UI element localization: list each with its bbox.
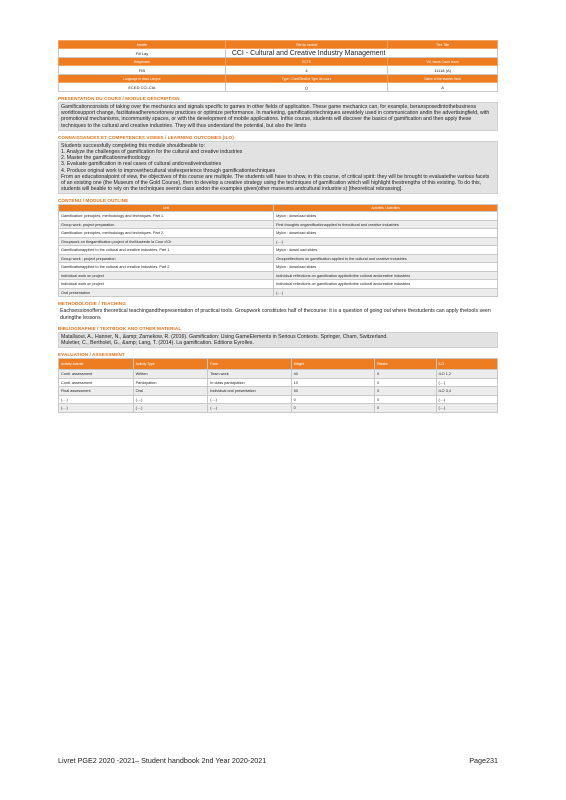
ilo-line: 4. Produce original work to improvethecultural visitexperience through gamificationtechniques [61, 167, 276, 174]
table-cell: 0 [375, 378, 436, 387]
table-cell: Gamification: principles, methodology and techniques. Part 2. [59, 229, 274, 238]
table-cell: ILO 1,2 [436, 370, 497, 379]
table-cell: (....) [436, 404, 497, 413]
table-cell: Individual reflections on gamification appliedtothe cultural andcreative industries [274, 271, 498, 280]
header-value: Fill Lay [59, 49, 226, 58]
column-header: Form [208, 359, 291, 370]
header-label: Vol. hours Cours hours [388, 58, 498, 66]
header-value: ECED CCI-CIA [59, 83, 226, 92]
section-heading-outline: CONTENU / MODULE OUTLINE [58, 198, 129, 204]
table-cell: Gamificationapplied to the cultural and creative industries. Part 2 [59, 263, 274, 272]
ilo-text [58, 141, 498, 195]
header-label: Titre Title [388, 41, 498, 49]
table-row [59, 246, 498, 255]
hours-value: 11118 (A) [388, 66, 498, 75]
table-cell: Conti. assessment [59, 378, 134, 387]
header-label: Name of the teacher Nom [388, 75, 498, 83]
column-header: Unit [59, 205, 274, 212]
handbook-page [58, 40, 498, 413]
table-cell: 40 [291, 370, 374, 379]
table-row [59, 254, 498, 263]
table-row [59, 263, 498, 272]
ilo-line: 1. Analyze the challenges of gamification for the cultural and creative industries [61, 149, 243, 156]
table-cell: Mylcn : downl oad slides [274, 246, 498, 255]
table-cell: 50 [291, 387, 374, 396]
table-cell: (....) [133, 404, 208, 413]
table-cell: 0 [291, 404, 374, 413]
ilo-line: Students successfully completing this module shouldbeable to: [61, 142, 205, 149]
table-cell: Final assessment [59, 387, 134, 396]
table-row [59, 370, 498, 379]
table-row [59, 378, 498, 387]
presentation-text [58, 102, 498, 131]
header-label: ECTS [225, 58, 387, 66]
header-label: Responses [59, 58, 226, 66]
table-cell: Oral [133, 387, 208, 396]
table-row [59, 395, 498, 404]
table-cell: Mylcn : download slides [274, 212, 498, 221]
table-cell: Mylcn : download slides [274, 229, 498, 238]
footer-page-number: Page231 [469, 756, 498, 765]
section-heading-bibliography: BIBLIOGRAPHIE / TEXTBOOK AND OTHER MATERIAL [58, 325, 182, 331]
header-value: A [388, 83, 498, 92]
table-row [59, 280, 498, 289]
header-label: Inscrite [59, 41, 226, 49]
table-row [59, 404, 498, 413]
table-row [59, 271, 498, 280]
table-cell: (....) [208, 395, 291, 404]
table-cell: 0 [375, 370, 436, 379]
table-cell: Individual work on project [59, 271, 274, 280]
table-cell: Conti. assessment [59, 370, 134, 379]
table-row [59, 229, 498, 238]
table-cell: Group work: project preparation [59, 220, 274, 229]
table-cell: Oral presentation [59, 288, 274, 297]
course-header-table [58, 40, 498, 92]
table-cell: Individual work on project [59, 280, 274, 289]
bibliography-entry: Muletier, C., Bertholet, G., &amp; Lang, T. (2014). La gamification. Editions Eyrolles. [61, 340, 254, 347]
column-header: Retake [375, 359, 436, 370]
column-header: ILO [436, 359, 497, 370]
column-header: Weight [291, 359, 374, 370]
table-cell: Groupwork on thegamification project of theMuséede la Cour d'Or [59, 237, 274, 246]
header-value: FIB [59, 66, 226, 75]
section-heading-presentation: PRESENTATION DU COURS / MODULE DESCRIPTION [58, 96, 180, 101]
ects-value: 4 [225, 66, 387, 75]
table-cell: (....) [274, 288, 498, 297]
evaluation-table [58, 358, 498, 413]
header-label: Language in class Langue [59, 75, 226, 83]
table-cell: Groupreflections on gamification applied to the cultural and creative industries [274, 254, 498, 263]
table-row [59, 237, 498, 246]
table-cell: Gamification: principles, methodology and techniques. Part 1. [59, 212, 274, 221]
ilo-line: From an educationalpoint of view, the objectives of this course are multiple. The students will have to show, in this course, of critical spirit: they will be brought to evaluatethe various facets of an existing one (the Museum of the Gold Course), then to develop a creative strategy using the techniques of gamification which will highlight thestrengths of this existing. To do this, students will beable to rely on the techniques seenin class andon the examples given(other museums andcultural industrie s) [theoretical rebrassing]. [61, 173, 490, 193]
table-cell: Written [133, 370, 208, 379]
column-header: Activity Type [133, 359, 208, 370]
bibliography-entry: Matallaoui, A., Hanner, N., &amp; Zarnekow, R. (2016). Gamification: Using GameElements in Serious Contexts. Springer, Cham, Switzerland. [61, 333, 388, 340]
section-heading-ilo: CONNAISSANCES ET COMPETENCES VISEES / LEARNING OUTCOMES (ILO) [58, 134, 234, 140]
table-cell: Group work : project preparation [59, 254, 274, 263]
table-cell: 0 [375, 404, 436, 413]
table-cell: Mylcn : download slides [274, 263, 498, 272]
module-title: CCI - Cultural and Creative Industry Management [225, 49, 497, 58]
table-row [59, 220, 498, 229]
table-cell: (....) [436, 395, 497, 404]
footer-handbook-title: Livret PGE2 2020 -2021– Student handbook 2nd Year 2020-2021 [58, 756, 267, 765]
table-cell: Gamificationapplied to the cultural and creative industries. Part 1 [59, 246, 274, 255]
table-cell: ILO 3,4 [436, 387, 497, 396]
header-label: Type : Core/Elective Type de cours [225, 75, 387, 83]
table-cell: (....) [59, 395, 134, 404]
ilo-line: 2. Master the gamificationmethodology [61, 155, 151, 162]
table-cell: Participation [133, 378, 208, 387]
paragraph: Gamificationconsists of taking over the mechanics and signals specific to games in other fields of application. These game mechanics can, for example, beransposedintothebusiness worldtosupport change, facilitateadherencetonew practices or optimize performance. In marketing, gamificationtechniques arewidely used in communication andin the advertisingfield, with promotional mechanisms, incommunity spaces, or with the development of mobile applications. Inthis course, students will discover the basics of gamification and then apply these techniques to the cultural and creative industries. They will thus understand the potential, but also the limits [61, 104, 490, 129]
table-cell: (....) [133, 395, 208, 404]
table-cell: (....) [59, 404, 134, 413]
section-heading-evaluation: EVALUATION / ASSESSMENT [58, 352, 125, 358]
table-cell: First thoughts ongamificationapplied to thecultural and creative industries [274, 220, 498, 229]
table-cell: (....) [436, 378, 497, 387]
header-label: Title du module [225, 41, 387, 49]
table-cell: (....) [208, 404, 291, 413]
column-header: Activités / Activities [274, 205, 498, 212]
column-header: Activity Activité [59, 359, 134, 370]
table-cell: Team work [208, 370, 291, 379]
table-row [59, 288, 498, 297]
table-cell: 10 [291, 378, 374, 387]
table-cell: 0 [375, 387, 436, 396]
table-cell: Individual reflections on gamification appliedtothe cultural andcreative industries [274, 280, 498, 289]
bibliography-text [58, 332, 498, 348]
table-cell: In class participation [208, 378, 291, 387]
table-row [59, 387, 498, 396]
ilo-line: 3. Evaluate gamification in real cases of cultural andcreativeindustries [61, 161, 222, 168]
header-value: () [225, 83, 387, 92]
table-row [59, 212, 498, 221]
outline-table [58, 204, 498, 297]
table-cell: 0 [291, 395, 374, 404]
table-cell: Individual oral presentation [208, 387, 291, 396]
table-cell: (....) [274, 237, 498, 246]
table-cell: 0 [375, 395, 436, 404]
section-heading-teaching: METHODOLOGIE / TEACHING [58, 301, 126, 307]
teaching-text: Eachsessionoffers theoretical teachingandthepresentation of practical tools. Groupwork constitutes half of thecourse: it is a question of going out where thestudents can apply thetools seen duringthe lessons [60, 308, 491, 321]
